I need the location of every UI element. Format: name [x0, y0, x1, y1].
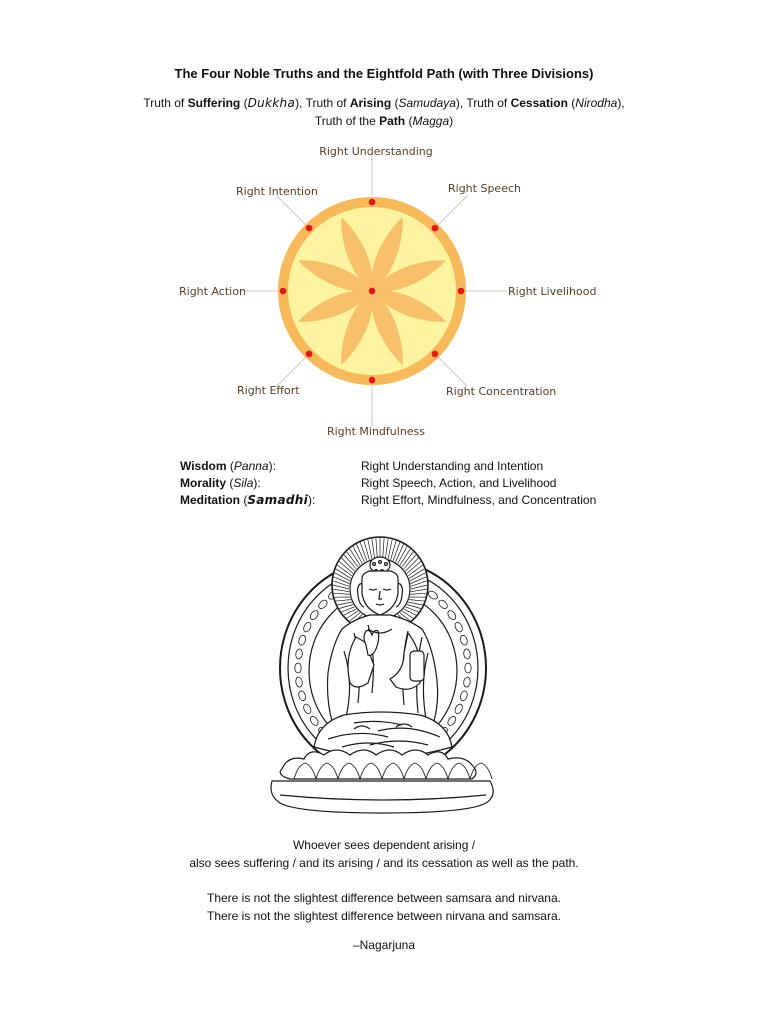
wheel-label: Right Understanding: [319, 145, 433, 158]
quote-author: –Nagarjuna: [352, 938, 416, 952]
mandorla-flame: [309, 715, 320, 727]
wheel-label: Right Effort: [237, 384, 300, 397]
mandorla-flame: [465, 663, 471, 673]
page-title: The Four Noble Truths and the Eightfold Path (with Three Divisions): [174, 66, 594, 81]
wheel-spoke-dot: [306, 351, 313, 358]
wheel-leader-line: [435, 196, 468, 229]
mandorla-flame: [298, 634, 307, 645]
mandorla-flame: [298, 690, 307, 701]
quote-line: also sees suffering / and its arising / and its cessation as well as the path.: [189, 856, 579, 870]
quote-line: There is not the slightest difference between nirvana and samsara.: [207, 909, 561, 923]
mandorla-flame: [446, 715, 457, 727]
three-divisions: [180, 458, 660, 509]
wheel-spoke-dot: [369, 199, 376, 206]
wheel-spoke-dot: [369, 377, 376, 384]
truth-path: Truth of the Path (Magga): [314, 114, 454, 128]
mandorla-flame: [317, 599, 329, 611]
division-desc: Right Speech, Action, and Livelihood: [361, 476, 557, 490]
four-noble-truths: [0, 94, 768, 130]
mandorla-flame: [459, 634, 468, 645]
wheel-leader-line: [277, 196, 310, 229]
mandorla-flame: [295, 663, 301, 673]
mandorla-flame: [446, 609, 457, 621]
quote-line: Whoever sees dependent arising /: [292, 838, 476, 852]
wheel-center-dot: [369, 288, 376, 295]
mandorla-flame: [454, 703, 464, 715]
wheel-spoke-dot: [432, 351, 439, 358]
wheel-label: Right Action: [179, 285, 246, 298]
mandorla-flame: [459, 690, 468, 701]
mandorla-flame: [437, 599, 449, 611]
wheel-leader-line: [435, 354, 468, 387]
mandorla-flame: [302, 703, 312, 715]
wheel-spoke-dot: [458, 288, 465, 295]
mandorla-flame: [454, 621, 464, 633]
mandorla-flame: [463, 677, 471, 688]
eightfold-path-wheel: [150, 135, 596, 445]
mandorla-flame: [463, 648, 471, 659]
division-desc: Right Effort, Mindfulness, and Concentration: [361, 493, 597, 507]
division-morality: Morality (Sila): Right Speech, Action, and Livelihood: [180, 475, 660, 492]
wheel-spoke-dot: [432, 225, 439, 232]
wheel-label: Right Concentration: [446, 385, 557, 398]
mandorla-flame: [295, 677, 303, 688]
truths-line-1: [0, 94, 768, 112]
wheel-label: Right Speech: [448, 182, 521, 195]
mandorla-flame: [427, 590, 439, 601]
flask: [410, 651, 424, 681]
truth-arising: Truth of Arising (Samudaya),: [305, 96, 467, 110]
nagarjuna-quote: [0, 836, 768, 954]
division-desc: Right Understanding and Intention: [361, 459, 544, 473]
truth-cessation: Truth of Cessation (Nirodha),: [466, 96, 625, 110]
division-meditation: Meditation (Samadhi): Right Effort, Mindfulness, and Concentration: [180, 492, 660, 509]
wheel-leader-line: [277, 354, 310, 387]
mandorla-flame: [309, 609, 320, 621]
seated-buddha-illustration: [258, 533, 508, 815]
mandorla-flame: [295, 648, 303, 659]
wheel-label: Right Livelihood: [508, 285, 596, 298]
wheel-label: Right Intention: [236, 185, 318, 198]
division-wisdom: Wisdom (Panna): Right Understanding and Intention: [180, 458, 660, 475]
mandorla-flame: [302, 621, 312, 633]
wheel-spoke-dot: [306, 225, 313, 232]
wheel-spoke-dot: [280, 288, 287, 295]
truth-suffering: Truth of Suffering (Dukkha),: [143, 96, 306, 110]
wheel-label: Right Mindfulness: [326, 425, 426, 438]
quote-line: There is not the slightest difference between samsara and nirvana.: [207, 891, 561, 905]
